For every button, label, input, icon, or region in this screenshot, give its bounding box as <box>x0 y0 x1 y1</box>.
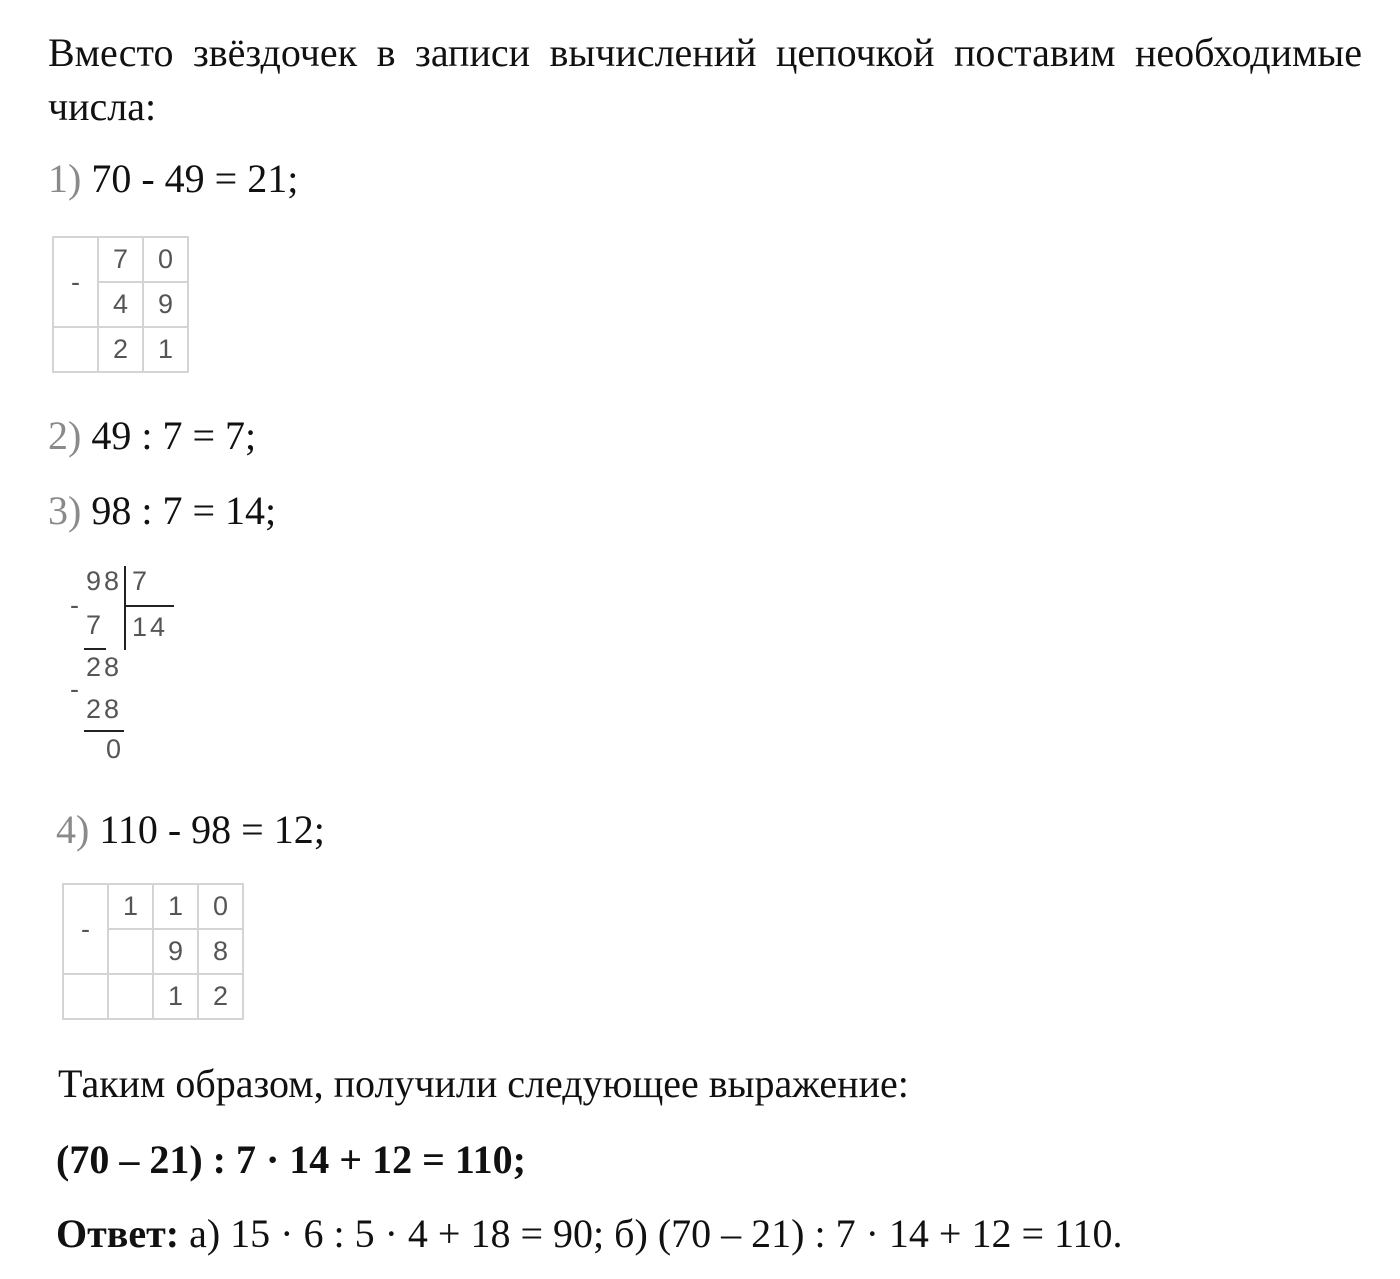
step-2 <box>48 412 256 460</box>
digit-cell <box>108 929 153 974</box>
minus-sign: - <box>53 237 98 327</box>
digit-cell: 1 <box>108 884 153 929</box>
conclusion-text: Таким образом, получили следующее выражение: <box>58 1061 909 1106</box>
digit-cell: 9 <box>143 282 188 327</box>
underline-1 <box>84 648 106 650</box>
empty-cell <box>53 327 98 372</box>
digit-cell: 9 <box>153 929 198 974</box>
answer-label: Ответ: <box>56 1211 180 1256</box>
digit-cell: 2 <box>98 327 143 372</box>
minus-sign: - <box>70 590 79 620</box>
digit-cell: 1 <box>153 974 198 1019</box>
step-expression: 110 - 98 = 12; <box>99 807 325 852</box>
step-number: 2) <box>48 413 82 458</box>
minus-sign: - <box>63 884 108 974</box>
intro-text: Вместо звёздочек в записи вычислений цепочкой поставим необходимые числа: <box>48 30 1362 129</box>
digit-cell: 0 <box>198 884 243 929</box>
step-number: 3) <box>48 488 82 533</box>
column-subtraction-1 <box>52 236 189 373</box>
digit-cell: 4 <box>98 282 143 327</box>
digit-cell: 1 <box>153 884 198 929</box>
step-4 <box>56 806 325 854</box>
column-subtraction-4 <box>62 883 244 1020</box>
partial-remainder: 28 <box>86 652 123 682</box>
digit-cell: 0 <box>143 237 188 282</box>
digit-cell: 7 <box>98 237 143 282</box>
result-expression: (70 – 21) : 7 · 14 + 12 = 110; <box>56 1137 526 1182</box>
underline-2 <box>84 730 124 732</box>
step-number: 1) <box>48 156 82 201</box>
digit-cell: 8 <box>198 929 243 974</box>
digit-cell <box>108 974 153 1019</box>
step-3 <box>48 487 276 535</box>
empty-cell <box>63 974 108 1019</box>
subtrahend-2: 28 <box>86 694 123 724</box>
quotient: 14 <box>132 612 169 642</box>
minus-sign: - <box>70 674 79 704</box>
step-number: 4) <box>56 807 90 852</box>
digit-cell: 2 <box>198 974 243 1019</box>
divisor: 7 <box>132 566 148 596</box>
answer-text: а) 15 · 6 : 5 · 4 + 18 = 90; б) (70 – 21) : 7 · 14 + 12 = 110. <box>189 1211 1123 1256</box>
step-expression: 98 : 7 = 14; <box>91 488 277 533</box>
dividend: 98 <box>86 566 123 596</box>
division-vertical-line <box>124 566 126 650</box>
step-expression: 49 : 7 = 7; <box>91 413 257 458</box>
step-1 <box>48 155 298 203</box>
step-expression: 70 - 49 = 21; <box>91 156 299 201</box>
digit-cell: 1 <box>143 327 188 372</box>
remainder: 0 <box>106 734 122 764</box>
subtrahend-1: 7 <box>86 610 102 640</box>
division-horizontal-line <box>124 605 174 607</box>
answer-line <box>56 1210 1123 1258</box>
long-division <box>66 562 186 772</box>
